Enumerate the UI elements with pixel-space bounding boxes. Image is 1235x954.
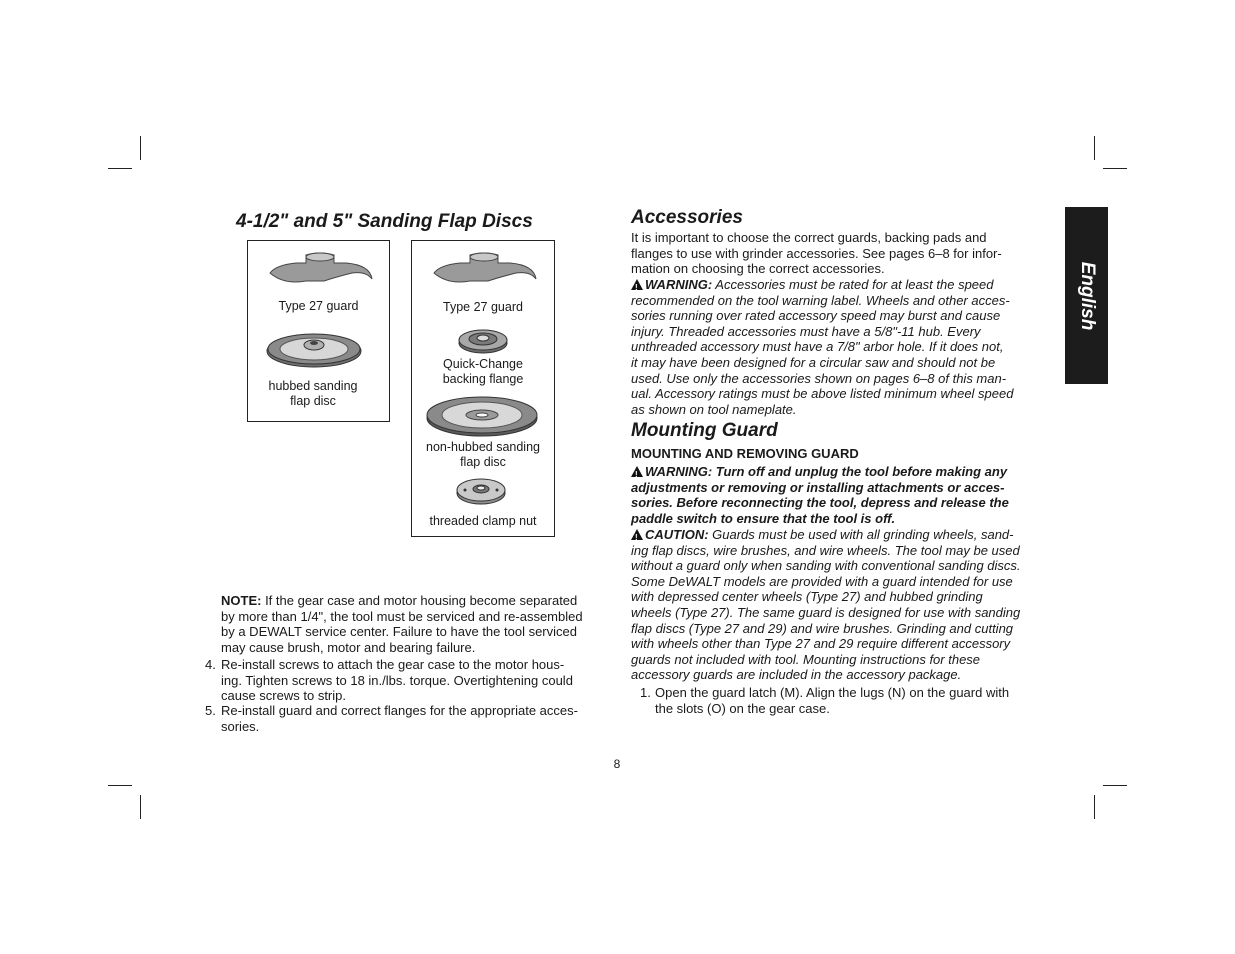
item-line: ing. Tighten screws to 18 in./lbs. torque. Overtightening could [221, 672, 573, 688]
item-line: Re-install guard and correct flanges for the appropriate acces- [221, 703, 578, 718]
crop-mark [1103, 168, 1127, 169]
list-number: 4. [205, 657, 216, 672]
text-line: Open the guard latch (M). Align the lugs (N) on the guard with [655, 685, 1010, 700]
item-line: cause screws to strip. [221, 688, 346, 704]
non-hubbed-flap-disc-illustration [425, 394, 539, 438]
list-item-4 [221, 657, 602, 704]
item-line: sories. [221, 718, 260, 734]
caption-hubbed-line2: flap disc [290, 394, 336, 408]
text-line: Accessories must be rated for at least the speed [712, 277, 994, 292]
language-tab [1065, 207, 1108, 384]
caution-icon [631, 529, 643, 540]
text-line: injury. Threaded accessories must have a 5/8"-11 hub. Every [631, 323, 981, 339]
caption-non-hubbed-line1: non-hubbed sanding [426, 440, 540, 454]
page-number: 8 [613, 757, 621, 771]
caption-type27-guard: Type 27 guard [443, 300, 523, 314]
text-line: flap discs (Type 27 and 29) and wire brushes. Grinding and cutting [631, 620, 1014, 636]
caption-clamp-nut: threaded clamp nut [429, 514, 537, 528]
text-line: sories. Before reconnecting the tool, depress and release the [631, 495, 1009, 511]
figure-box-non-hubbed [411, 240, 555, 537]
note-line: by a DEWALT service center. Failure to have the tool serviced [221, 624, 577, 640]
note-label: NOTE: [221, 593, 262, 608]
text-line: adjustments or removing or installing attachments or acces- [631, 479, 1005, 495]
caution-label: CAUTION: [645, 527, 709, 542]
note-line: by more than 1/4", the tool must be serviced and re-assembled [221, 608, 583, 624]
step-1 [655, 685, 1038, 716]
text-line: with wheels other than Type 27 and 29 require different accessory [631, 636, 1011, 652]
backing-flange-illustration [456, 327, 510, 355]
language-tab-label: English [1076, 261, 1098, 330]
warning-icon [631, 279, 643, 290]
hubbed-flap-disc-illustration [265, 329, 363, 369]
text-line: with depressed center wheels (Type 27) and hubbed grinding [631, 589, 983, 605]
text-line: ual. Accessory ratings must be above listed minimum wheel speed [631, 386, 1014, 402]
list-number: 5. [205, 703, 216, 718]
section-heading-accessories: Accessories [631, 207, 743, 228]
text-line: used. Use only the accessories shown on pages 6–8 of this man- [631, 370, 1007, 386]
text-line: it may have been designed for a circular saw and should not be [631, 354, 996, 370]
text-line: the slots (O) on the gear case. [655, 700, 830, 716]
caption-type27-guard: Type 27 guard [278, 299, 359, 313]
threaded-clamp-nut-illustration [455, 476, 507, 506]
list-item-5 [221, 703, 602, 734]
text-line: guards not included with tool. Mounting instructions for these [631, 651, 981, 667]
caution-guards [631, 527, 1038, 683]
warning-unplug [631, 464, 1038, 526]
crop-mark [1094, 136, 1095, 160]
text-line: accessory guards are included in the accessory package. [631, 667, 962, 683]
text-line: ing flap discs, wire brushes, and wire wheels. The tool may be used [631, 542, 1020, 558]
caption-backing-flange-line2: backing flange [442, 372, 524, 386]
text-line: recommended on the tool warning label. Wheels and other acces- [631, 292, 1010, 308]
item-line: Re-install screws to attach the gear case to the motor hous- [221, 657, 565, 672]
crop-mark [108, 168, 132, 169]
text-line: unthreaded accessory must have a 7/8" arbor hole. If it does not, [631, 339, 1004, 355]
type27-guard-illustration [430, 251, 538, 291]
caption-backing-flange-line1: Quick-Change [443, 357, 523, 371]
warning-accessories [631, 277, 1038, 417]
note-line: may cause brush, motor and bearing failure. [221, 639, 476, 655]
warning-icon [631, 466, 643, 477]
text-line: Some DeWALT models are provided with a guard intended for use [631, 573, 1013, 589]
subheading-mounting-removing: MOUNTING AND REMOVING GUARD [631, 446, 859, 461]
section-heading-mounting-guard: Mounting Guard [631, 420, 778, 441]
crop-mark [140, 136, 141, 160]
text-line: flanges to use with grinder accessories. See pages 6–8 for infor- [631, 245, 1002, 261]
text-line: It is important to choose the correct guards, backing pads and [631, 230, 987, 245]
note-paragraph [221, 593, 602, 655]
section-heading-flap-discs: 4-1/2" and 5" Sanding Flap Discs [236, 211, 533, 232]
text-line: as shown on tool nameplate. [631, 401, 797, 417]
caption-non-hubbed-line2: flap disc [460, 455, 506, 469]
crop-mark [108, 785, 132, 786]
note-line: If the gear case and motor housing become separated [261, 593, 578, 608]
crop-mark [1094, 795, 1095, 819]
text-line: paddle switch to ensure that the tool is off. [631, 510, 896, 526]
list-number: 1. [640, 685, 651, 700]
warning-label: WARNING: [645, 277, 713, 292]
text-line: wheels (Type 27). The same guard is designed for use with sanding [631, 604, 1021, 620]
crop-mark [1103, 785, 1127, 786]
text-line: sories running over rated accessory speed may burst and cause [631, 308, 1001, 324]
accessories-paragraph [631, 230, 1038, 277]
text-line: WARNING: Turn off and unplug the tool before making any [645, 464, 1008, 479]
figure-box-hubbed [247, 240, 390, 422]
caption-hubbed-line1: hubbed sanding [268, 379, 358, 393]
type27-guard-illustration [266, 251, 374, 291]
crop-mark [140, 795, 141, 819]
text-line: mation on choosing the correct accessories. [631, 261, 885, 277]
text-line: Guards must be used with all grinding wheels, sand- [708, 527, 1014, 542]
text-line: without a guard only when sanding with conventional sanding discs. [631, 558, 1021, 574]
